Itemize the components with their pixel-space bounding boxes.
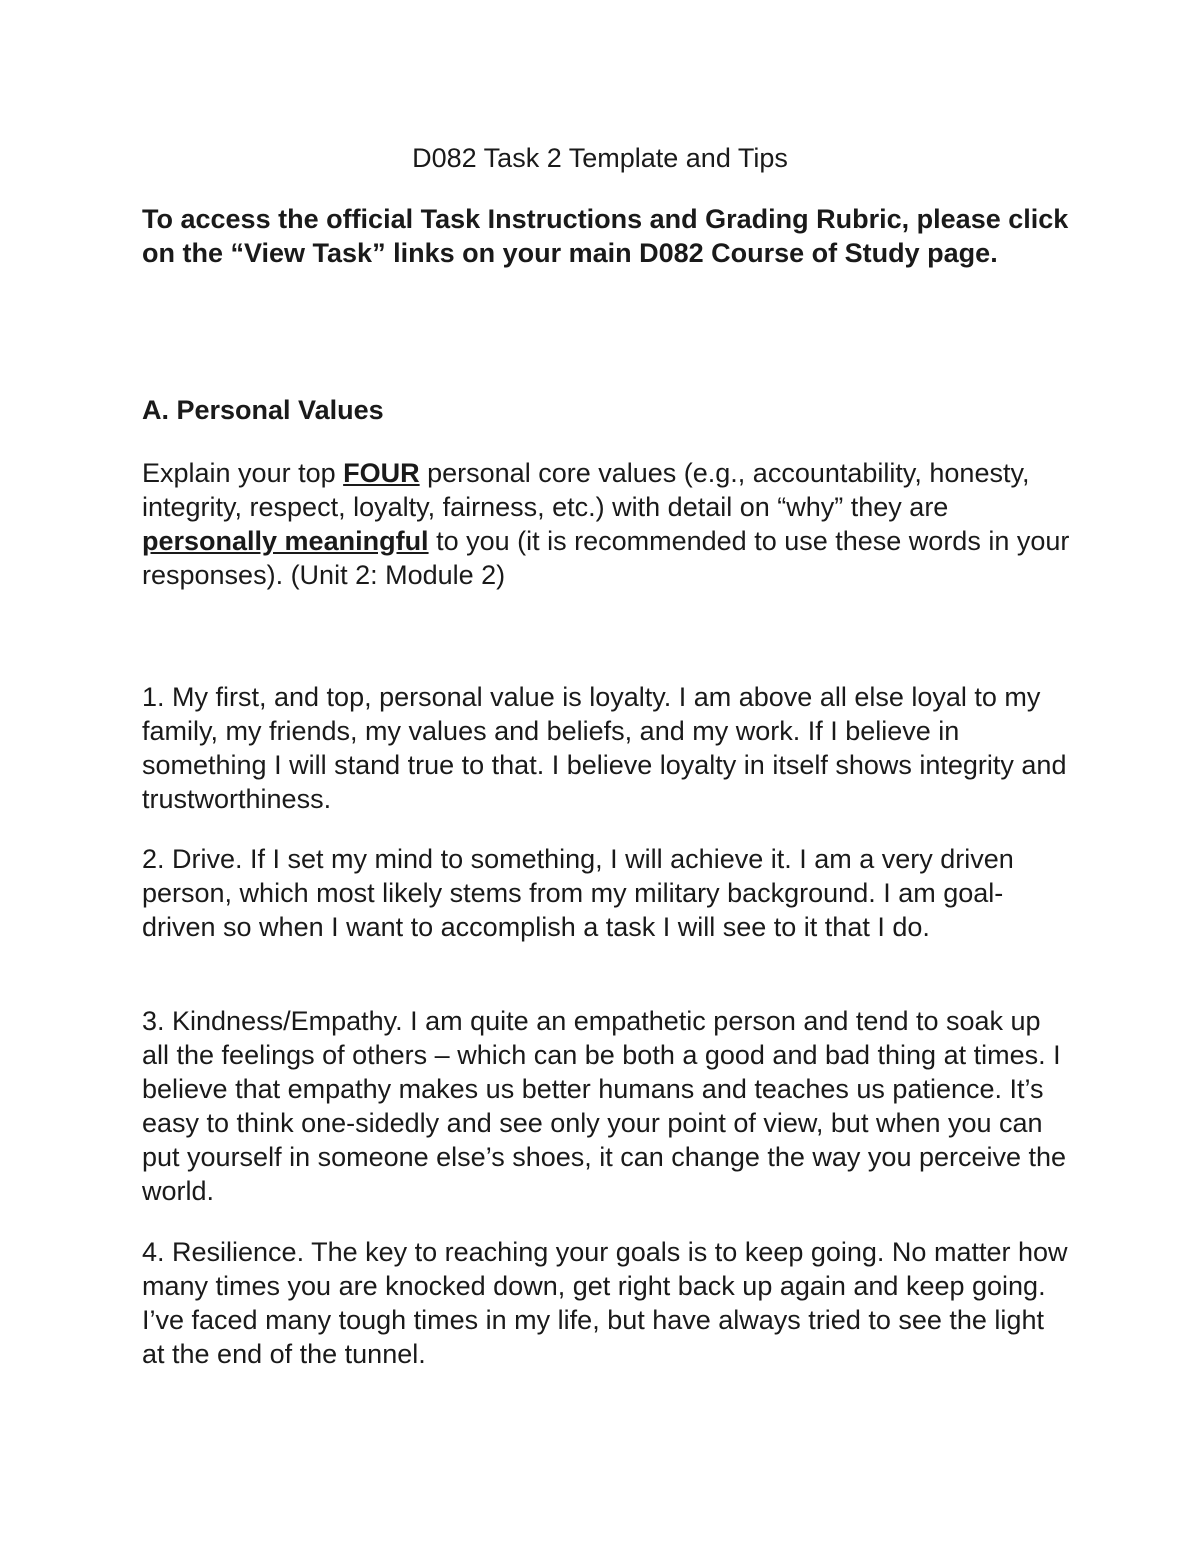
- value-item-resilience: 4. Resilience. The key to reaching your goals is to keep going. No matter how many times you are knocked down, get right back up again and keep going. I’ve faced many tough times in my life, but have always tried to see the light at the end of the tunnel.: [142, 1237, 1068, 1369]
- instructions-text-2: personal core values (e.g., accountability, honesty, integrity, respect, loyalty, fairness, etc.) with detail on “why” they are: [142, 458, 1030, 522]
- instructions-emphasis-meaningful: personally meaningful: [142, 526, 429, 556]
- intro-paragraph: To access the official Task Instructions and Grading Rubric, please click on the “View Task” links on your main D082 Course of Study page.: [142, 204, 1069, 268]
- section-heading: A. Personal Values: [142, 395, 384, 425]
- instructions-emphasis-four: FOUR: [343, 458, 420, 488]
- value-item-drive: 2. Drive. If I set my mind to something, I will achieve it. I am a very driven person, which most likely stems from my military background. I am goal-driven so when I want to accomplish a task I will see to it that I do.: [142, 844, 1014, 942]
- instructions-text-3: to you (it is recommended to use these words in your responses). (Unit 2: Module 2): [142, 526, 1070, 590]
- value-item-empathy: 3. Kindness/Empathy. I am quite an empathetic person and tend to soak up all the feelings of others – which can be both a good and bad thing at times. I believe that empathy makes us better humans and teaches us patience. It’s easy to think one-sidedly and see only your point of view, but when you can put yourself in someone else’s shoes, it can change the way you perceive the world.: [142, 1006, 1067, 1206]
- instructions-paragraph: [142, 456, 1072, 592]
- document-title: D082 Task 2 Template and Tips: [412, 143, 788, 173]
- instructions-text-1: Explain your top: [142, 458, 344, 488]
- value-item-loyalty: 1. My first, and top, personal value is loyalty. I am above all else loyal to my family, my friends, my values and beliefs, and my work. If I believe in something I will stand true to that. I believe loyalty in itself shows integrity and trustworthiness.: [142, 682, 1067, 814]
